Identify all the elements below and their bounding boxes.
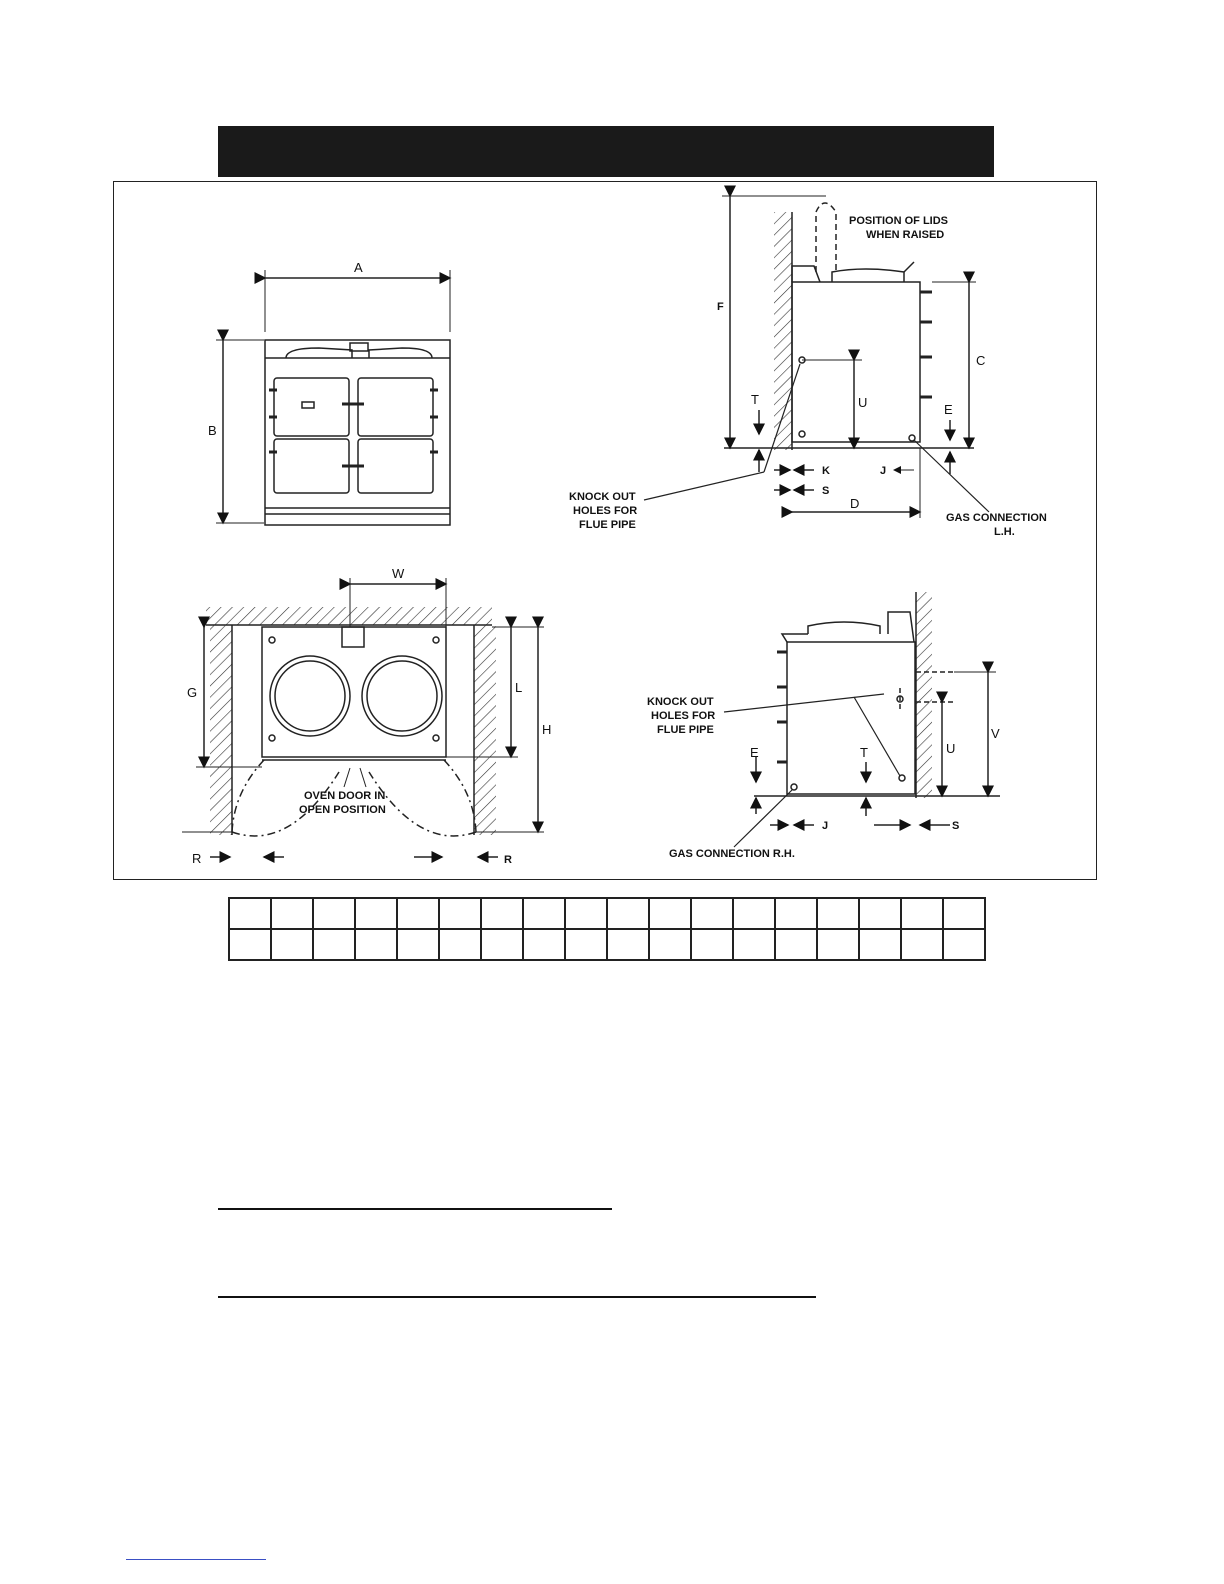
label-e: E xyxy=(944,402,953,417)
table-cell xyxy=(565,929,607,960)
table-cell xyxy=(313,898,355,929)
label-c: C xyxy=(976,353,986,368)
label-r-left: R xyxy=(192,851,202,866)
table-cell xyxy=(859,898,901,929)
table-cell xyxy=(817,929,859,960)
table-cell xyxy=(271,929,313,960)
table-cell xyxy=(901,898,943,929)
footer-link-underline xyxy=(126,1559,266,1560)
table-cell xyxy=(649,898,691,929)
label-u: U xyxy=(858,395,868,410)
table-cell xyxy=(733,929,775,960)
callout-knockout-rh-3: FLUE PIPE xyxy=(657,724,714,736)
table-cell xyxy=(229,929,271,960)
table-cell xyxy=(229,898,271,929)
table-cell xyxy=(523,898,565,929)
label-t-rh: T xyxy=(860,745,868,760)
callout-gas-rh: GAS CONNECTION R.H. xyxy=(669,848,795,860)
label-t: T xyxy=(751,392,759,407)
label-l: L xyxy=(515,680,523,695)
label-v: V xyxy=(991,726,1000,741)
label-j: J xyxy=(880,465,887,477)
label-g: G xyxy=(187,685,198,700)
callout-gas-lh-2: L.H. xyxy=(994,526,1015,538)
front-view xyxy=(216,270,450,525)
callout-knockout-3: FLUE PIPE xyxy=(579,519,636,531)
label-e-rh: E xyxy=(750,745,759,760)
table-cell xyxy=(943,929,985,960)
label-u-rh: U xyxy=(946,741,956,756)
label-a: A xyxy=(354,260,363,275)
side-view-lh xyxy=(644,196,989,518)
table-row xyxy=(229,898,985,929)
table-cell xyxy=(649,929,691,960)
table-cell xyxy=(397,929,439,960)
rule-1 xyxy=(218,1208,612,1210)
table-cell xyxy=(355,898,397,929)
callout-knockout-1: KNOCK OUT xyxy=(569,491,636,503)
callout-gas-lh-1: GAS CONNECTION xyxy=(946,512,1047,524)
table-cell xyxy=(355,929,397,960)
section-header-bar xyxy=(218,126,994,177)
installation-diagram xyxy=(113,181,1097,880)
callout-lids-raised-2: WHEN RAISED xyxy=(866,229,945,241)
table-cell xyxy=(775,929,817,960)
table-cell xyxy=(607,929,649,960)
label-h: H xyxy=(542,722,552,737)
dimensions-table xyxy=(228,897,986,961)
table-cell xyxy=(481,898,523,929)
table-cell xyxy=(859,929,901,960)
table-cell xyxy=(691,929,733,960)
table-cell xyxy=(565,898,607,929)
side-view-rh xyxy=(724,592,1000,847)
table-cell xyxy=(817,898,859,929)
label-s-rh: S xyxy=(952,820,960,832)
table-cell xyxy=(397,898,439,929)
callout-knockout-2: HOLES FOR xyxy=(573,505,638,517)
callout-oven-door-2: OPEN POSITION xyxy=(299,804,386,816)
rule-2 xyxy=(218,1296,816,1298)
table-cell xyxy=(901,929,943,960)
label-b: B xyxy=(208,423,217,438)
table-cell xyxy=(439,929,481,960)
table-cell xyxy=(439,898,481,929)
table-cell xyxy=(313,929,355,960)
table-cell xyxy=(271,898,313,929)
label-j-rh: J xyxy=(822,820,829,832)
callout-oven-door-1: OVEN DOOR IN xyxy=(304,790,386,802)
table-cell xyxy=(943,898,985,929)
label-d: D xyxy=(850,496,860,511)
dimension-drawings xyxy=(114,182,1098,881)
label-w: W xyxy=(392,566,405,581)
callout-knockout-rh-1: KNOCK OUT xyxy=(647,696,714,708)
label-s: S xyxy=(822,485,830,497)
callout-knockout-rh-2: HOLES FOR xyxy=(651,710,716,722)
label-r-right: R xyxy=(504,854,512,866)
table-cell xyxy=(733,898,775,929)
table-cell xyxy=(691,898,733,929)
table-cell xyxy=(607,898,649,929)
table-cell xyxy=(523,929,565,960)
callout-lids-raised-1: POSITION OF LIDS xyxy=(849,215,949,227)
label-k: K xyxy=(822,465,830,477)
table-row xyxy=(229,929,985,960)
table-cell xyxy=(775,898,817,929)
table-cell xyxy=(481,929,523,960)
label-f: F xyxy=(717,301,724,313)
